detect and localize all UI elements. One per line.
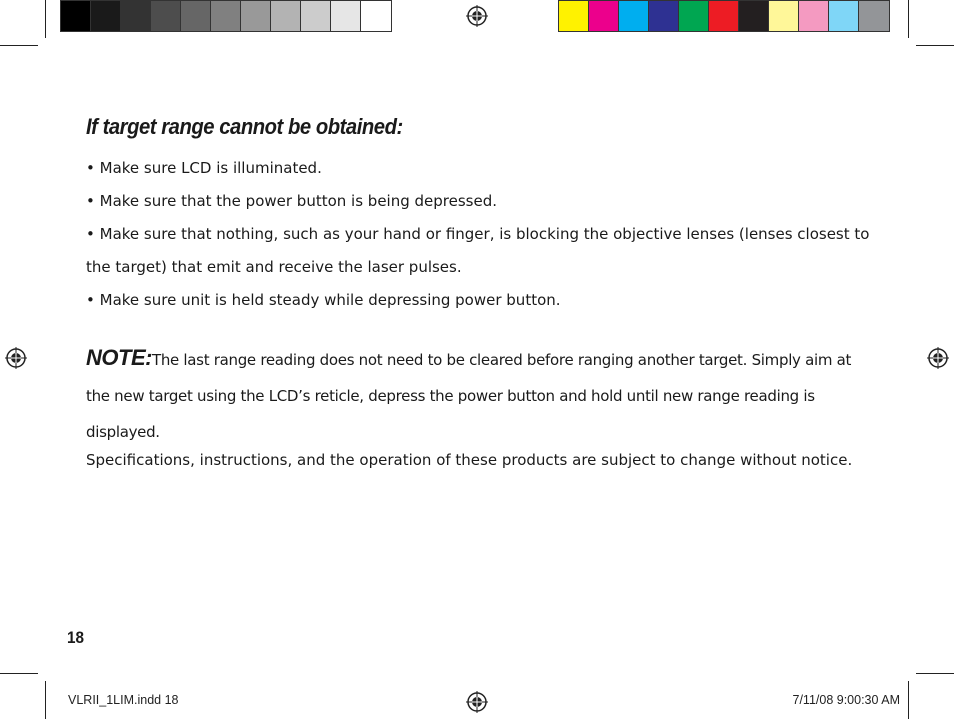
gray-swatch [301, 1, 331, 31]
color-swatch [769, 1, 799, 31]
note-paragraph [86, 340, 876, 450]
gray-swatch [361, 1, 391, 31]
crop-mark-bottom-left-horizontal [0, 673, 38, 674]
gray-swatch [181, 1, 211, 31]
color-swatch [649, 1, 679, 31]
list-item: • Make sure LCD is illuminated. [86, 152, 876, 185]
color-swatch [859, 1, 889, 31]
section-heading: If target range cannot be obtained: [86, 114, 403, 139]
troubleshooting-list [86, 152, 876, 317]
list-item: • Make sure that the power button is being depressed. [86, 185, 876, 218]
gray-swatch [241, 1, 271, 31]
page-number: 18 [67, 628, 85, 647]
gray-swatch [331, 1, 361, 31]
crop-mark-bottom-left-vertical [45, 681, 46, 719]
gray-swatch [121, 1, 151, 31]
gray-swatch [151, 1, 181, 31]
process-color-bar [558, 0, 890, 32]
color-swatch [619, 1, 649, 31]
color-swatch [829, 1, 859, 31]
grayscale-color-bar [60, 0, 392, 32]
crop-mark-top-right-vertical [908, 0, 909, 38]
list-item: • Make sure that nothing, such as your hand or finger, is blocking the objective lenses (lenses closest to the target) that emit and receive the laser pulses. [86, 218, 876, 284]
note-text: The last range reading does not need to be cleared before ranging another target. Simply aim at the new target using the LCD’s reticle, depress the power button and hold until new range reading is displayed. [86, 351, 852, 441]
gray-swatch [271, 1, 301, 31]
registration-mark-right-icon [927, 347, 949, 369]
gray-swatch [91, 1, 121, 31]
gray-swatch [61, 1, 91, 31]
color-swatch [589, 1, 619, 31]
note-label: NOTE: [86, 345, 152, 370]
crop-mark-top-right-horizontal [916, 45, 954, 46]
slug-file-info: VLRII_1LIM.indd 18 [68, 693, 179, 707]
color-swatch [559, 1, 589, 31]
registration-mark-left-icon [5, 347, 27, 369]
color-swatch [739, 1, 769, 31]
registration-mark-bottom-icon [466, 691, 488, 713]
crop-mark-bottom-right-horizontal [916, 673, 954, 674]
color-swatch [799, 1, 829, 31]
specifications-disclaimer: Specifications, instructions, and the operation of these products are subject to change without notice. [86, 451, 853, 469]
slug-date-info: 7/11/08 9:00:30 AM [792, 693, 900, 707]
color-swatch [679, 1, 709, 31]
color-swatch [709, 1, 739, 31]
registration-mark-top-icon [466, 5, 488, 27]
gray-swatch [211, 1, 241, 31]
crop-mark-bottom-right-vertical [908, 681, 909, 719]
list-item: • Make sure unit is held steady while depressing power button. [86, 284, 876, 317]
crop-mark-top-left-horizontal [0, 45, 38, 46]
crop-mark-top-left-vertical [45, 0, 46, 38]
